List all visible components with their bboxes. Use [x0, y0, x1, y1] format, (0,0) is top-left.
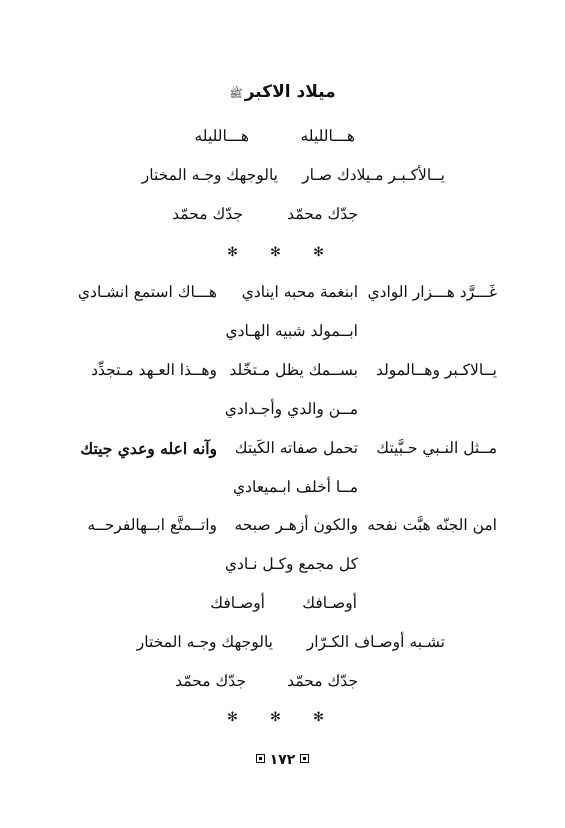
- verse-line: [0, 127, 565, 153]
- verse-line: [0, 361, 565, 387]
- verse-cell: جدّك محمّد: [175, 672, 246, 690]
- poem-title-text: ميلاد الاكبر: [244, 82, 336, 102]
- verse-cell: تشـبه أوصـاف الكـرّار: [306, 633, 445, 651]
- verse-cell: امن الجنّه هبَّت نفحه: [367, 516, 497, 534]
- verse-cell: ابنغمة محبه اينادي: [241, 283, 358, 301]
- verse-line: [0, 633, 565, 659]
- verse-cell: يالوجهك وجـه المختار: [141, 166, 278, 184]
- section-separator: ✻ ✻ ✻: [227, 710, 338, 725]
- verse-line: [0, 439, 565, 465]
- verse-cell: يــالأكـبـر مـيلادك صـار: [302, 166, 445, 184]
- verse-cell: يــالاكـبر وهــالمولد: [375, 361, 497, 379]
- verse-line: [0, 478, 565, 504]
- verse-cell: مــن والدي وأجـدادي: [224, 400, 358, 418]
- verse-cell: هـــاك استمع انشـادي: [77, 283, 217, 301]
- verse-cell: جدّك محمّد: [287, 205, 358, 223]
- verse-cell: أوصـافك: [210, 594, 265, 612]
- verse-cell: كل مجمع وكـل نـادي: [224, 555, 358, 573]
- verse-line: [0, 166, 565, 192]
- verse-line: [0, 516, 565, 542]
- verse-cell: جدّك محمّد: [172, 205, 243, 223]
- poem-title: [0, 82, 565, 103]
- verse-line: [0, 205, 565, 231]
- verse-line: [0, 400, 565, 426]
- page-number: [0, 752, 565, 768]
- verse-cell: غَـــرَّد هـــزار الوادي: [367, 283, 497, 301]
- section-separator: ✻ ✻ ✻: [227, 245, 338, 260]
- verse-cell: وآنه اعله وعدي جيتك: [80, 439, 217, 458]
- verse-line: [0, 322, 565, 348]
- honorific-glyph: ﷺ: [229, 87, 243, 100]
- verse-cell: ابــمولد شبيه الهـادي: [225, 322, 358, 340]
- verse-cell: بســمك يظل مـتخّلد: [229, 361, 358, 379]
- verse-cell: أوصـافك: [302, 594, 357, 612]
- verse-cell: والكون أزهـر صبحه: [234, 516, 358, 534]
- verse-cell: هـــالليله: [194, 127, 249, 145]
- verse-cell: يالوجهك وجـه المختار: [136, 633, 273, 651]
- verse-line: [0, 594, 565, 620]
- verse-cell: مــا أخلف ابـميعادي: [232, 478, 358, 496]
- verse-line: [0, 283, 565, 309]
- verse-cell: مــثل النـبي حـبَّيتك: [376, 439, 497, 457]
- verse-cell: وهــذا العـهد مـتجدِّد: [91, 361, 217, 379]
- verse-cell: واتــمتَّع ابــهالفرحــه: [87, 516, 217, 534]
- verse-line: [0, 555, 565, 581]
- ornament-square-icon: [256, 754, 265, 763]
- ornament-square-icon: [300, 754, 309, 763]
- verse-cell: جدّك محمّد: [287, 672, 358, 690]
- verse-cell: تحمل صفاته الكَيتك: [234, 439, 358, 457]
- verse-line: [0, 672, 565, 698]
- page-number-text: ١٧٢: [269, 752, 296, 768]
- verse-cell: هـــالليله: [300, 127, 355, 145]
